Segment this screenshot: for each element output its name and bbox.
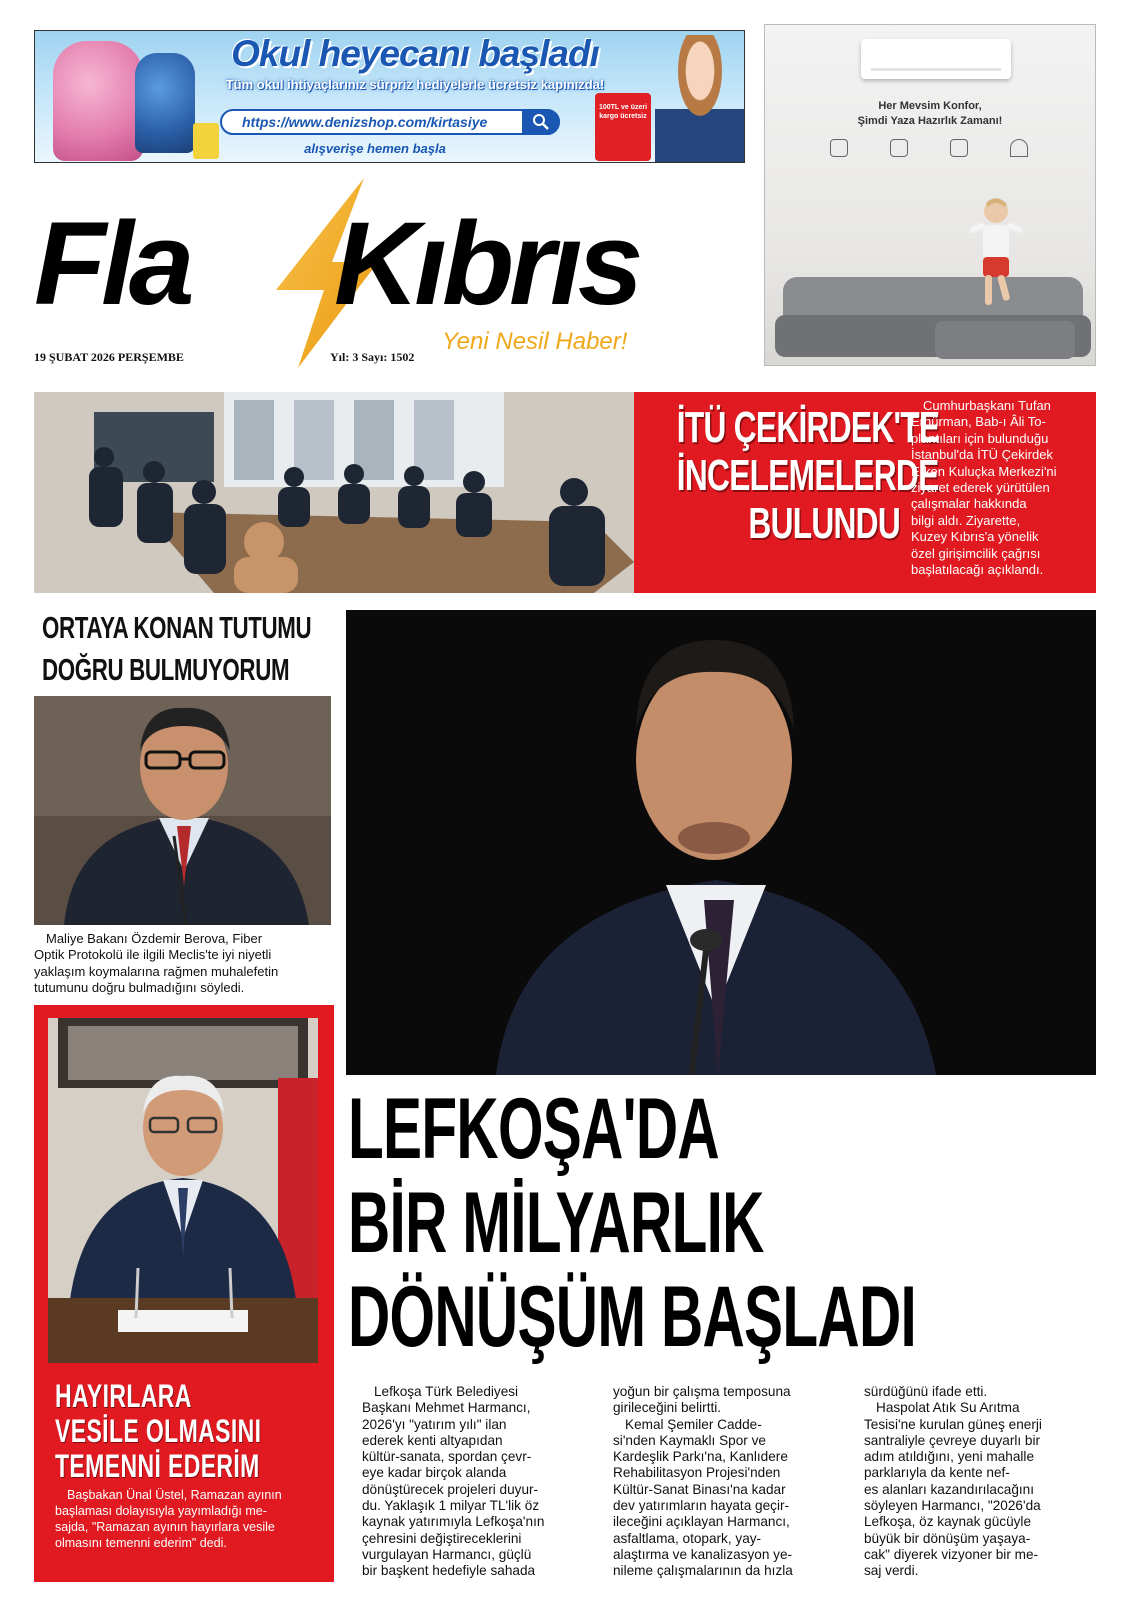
ad-slogan-line2: Şimdi Yaza Hazırlık Zamanı! xyxy=(857,115,1003,127)
issue-date: 19 ŞUBAT 2026 PERŞEMBE xyxy=(34,350,184,364)
sofa-chaise-image xyxy=(935,321,1075,359)
article-column-1 xyxy=(362,1384,598,1580)
text-line: plantıları için bulunduğu xyxy=(911,430,1049,446)
text-line: çalışmalar hakkında xyxy=(911,496,1027,512)
headline-line: DOĞRU BULMUYORUM xyxy=(42,652,290,687)
text-line: asfaltlama, otopark, yay- xyxy=(613,1530,762,1546)
text-line: Kardeşlik Parkı'na, Kanlıdere xyxy=(613,1449,788,1465)
text-line: parklarıyla da kente nef- xyxy=(864,1465,1010,1481)
text-line: Başbakan Ünal Üstel, Ramazan ayının xyxy=(67,1488,282,1502)
text-line: si'nden Kaymaklı Spor ve xyxy=(613,1432,766,1448)
ad-headline: Okul heyecanı başladı xyxy=(231,33,599,74)
feature-icon xyxy=(869,139,929,157)
itu-headline[interactable] xyxy=(590,403,940,548)
text-line: Rehabilitasyon Projesi'nden xyxy=(613,1465,781,1481)
headline-line: TEMENNİ EDERİM xyxy=(55,1448,260,1484)
text-line: söyleyen Harmancı, "2026'da xyxy=(864,1498,1041,1514)
text-line: büyük bir dönüşüm yaşaya- xyxy=(864,1530,1031,1546)
backpack-image xyxy=(53,41,143,161)
search-icon xyxy=(532,113,550,131)
text-line: adım atıldığını, yeni mahalle xyxy=(864,1449,1035,1465)
text-line: Lefkoşa, öz kaynak gücüyle xyxy=(864,1514,1032,1530)
text-line: Kuzey Kıbrıs'a yönelik xyxy=(911,529,1039,545)
text-line: sürdüğünü ifade etti. xyxy=(864,1384,988,1399)
schoolgirl-image xyxy=(655,35,745,163)
text-line: Maliye Bakanı Özdemir Berova, Fiber xyxy=(46,931,263,946)
ustel-summary xyxy=(55,1487,325,1551)
text-line: Başkanı Mehmet Harmancı, xyxy=(362,1400,531,1416)
berova-headline[interactable] xyxy=(42,607,342,691)
ustel-portrait-photo[interactable] xyxy=(48,1018,318,1363)
main-headline[interactable] xyxy=(348,1082,1108,1364)
text-line: cak" diyerek vizyoner bir me- xyxy=(864,1546,1039,1562)
text-line: Optik Protokolü ile ilgili Meclis'te iyi niyetli xyxy=(34,947,272,963)
school-supplies-ad[interactable] xyxy=(34,30,745,163)
text-line: bilgi aldı. Ziyarette, xyxy=(911,512,1021,528)
text-line: vurgulayan Harmancı, güçlü xyxy=(362,1546,532,1562)
pencil-cup-image xyxy=(193,123,219,159)
text-line: Erhürman, Bab-ı Âli To- xyxy=(911,414,1046,430)
text-line: Haspolat Atık Su Arıtma xyxy=(876,1400,1020,1416)
text-line: tutumunu doğru bulmadığını söyledi. xyxy=(34,980,245,996)
text-line: Erken Kuluçka Merkezi'ni xyxy=(911,463,1057,479)
ad-slogan xyxy=(765,99,1095,129)
ad-cta[interactable]: alışverişe hemen başla xyxy=(304,141,446,156)
text-line: es alanları kazandırılacağını xyxy=(864,1481,1035,1497)
ad-url-box[interactable] xyxy=(220,109,560,135)
text-line: dönüştürecek projeleri duyur- xyxy=(362,1481,539,1497)
itu-headline-line: BULUNDU xyxy=(748,499,900,548)
text-line: Cumhurbaşkanı Tufan xyxy=(923,398,1051,413)
berova-caption xyxy=(34,931,334,997)
text-line: bir başkent hedefiyle sahada xyxy=(362,1563,536,1579)
itu-headline-line: İNCELEMELERDE xyxy=(676,451,939,500)
text-line: ileceğini açıklayan Harmancı, xyxy=(613,1514,790,1530)
berova-portrait-photo[interactable] xyxy=(34,696,331,925)
text-line: ederek kenti altyapıdan xyxy=(362,1432,503,1448)
issue-number: Yıl: 3 Sayı: 1502 xyxy=(330,350,415,364)
text-line: nileme çalışmalarının da hızla xyxy=(613,1563,793,1579)
air-conditioner-ad[interactable] xyxy=(764,24,1096,366)
masthead-logo[interactable] xyxy=(34,178,745,358)
feature-icon xyxy=(929,139,989,157)
text-line: kültür-sanata, spordan çevr- xyxy=(362,1449,532,1465)
text-line: olmasını temenni ederim" dedi. xyxy=(55,1536,227,1550)
text-line: ziyaret ederek yürütülen xyxy=(911,480,1050,496)
logo-text-right: Kıbrıs xyxy=(334,198,639,330)
text-line: du. Yaklaşık 1 milyar TL'lik öz xyxy=(362,1498,540,1514)
ad-subline: Tüm okul ihtiyaçlarınız sürpriz hediyelerle ücretsiz kapınızda! xyxy=(225,77,605,92)
text-line: çehresini değiştireceklerini xyxy=(362,1530,522,1546)
text-line: İstanbul'da İTÜ Çekirdek xyxy=(911,447,1053,463)
meeting-photo[interactable] xyxy=(34,392,634,593)
text-line: girileceğini belirtti. xyxy=(613,1400,722,1416)
article-column-2 xyxy=(613,1384,849,1580)
itu-headline-line: İTÜ ÇEKİRDEK'TE xyxy=(676,403,940,452)
headline-line: BİR MİLYARLIK xyxy=(348,1175,764,1271)
ad-url: https://www.denizshop.com/kirtasiye xyxy=(242,114,488,130)
text-line: Kemal Şemiler Cadde- xyxy=(625,1416,762,1432)
free-shipping-badge: 100TL ve üzeri kargo ücretsiz xyxy=(595,93,651,161)
text-line: kaynak yatırımıyla Lefkoşa'nın xyxy=(362,1514,545,1530)
text-line: dev yatırımların hayata geçir- xyxy=(613,1498,790,1514)
itu-summary xyxy=(911,398,1091,578)
headline-line: HAYIRLARA xyxy=(55,1378,192,1414)
harmanci-portrait-photo[interactable] xyxy=(346,610,1096,1075)
text-line: yoğun bir çalışma temposuna xyxy=(613,1384,791,1399)
headline-line: ORTAYA KONAN TUTUMU xyxy=(42,610,312,645)
text-line: başlaması dolayısıyla yayımladığı me- xyxy=(55,1504,267,1518)
text-line: sajda, "Ramazan ayının hayırlara vesile xyxy=(55,1520,275,1534)
ustel-headline[interactable] xyxy=(55,1379,355,1484)
text-line: özel girişimcilik çağrısı xyxy=(911,545,1041,561)
logo-text-left: Fla xyxy=(34,198,190,330)
wifi-icon xyxy=(989,139,1049,157)
text-line: 2026'yı "yatırım yılı" ilan xyxy=(362,1416,507,1432)
text-line: yaklaşım koymalarına rağmen muhalefetin xyxy=(34,963,279,979)
text-line: Kültür-Sanat Binası'na kadar xyxy=(613,1481,786,1497)
text-line: saj verdi. xyxy=(864,1563,919,1579)
air-conditioner-image xyxy=(861,39,1011,79)
text-line: alaştırma ve kanalizasyon ye- xyxy=(613,1546,793,1562)
text-line: santraliyle çevreye duyarlı bir xyxy=(864,1432,1041,1448)
masthead-slogan: Yeni Nesil Haber! xyxy=(442,328,628,355)
feature-icon xyxy=(809,139,869,157)
headline-line: LEFKOŞA'DA xyxy=(348,1081,719,1177)
text-line: Tesisi'ne kurulan güneş enerji xyxy=(864,1416,1042,1432)
text-line: eye kadar birçok alanda xyxy=(362,1465,507,1481)
jumping-child-image xyxy=(961,195,1031,315)
headline-line: DÖNÜŞÜM BAŞLADI xyxy=(348,1269,917,1365)
text-line: başlatılacağı açıklandı. xyxy=(911,562,1044,578)
article-column-3 xyxy=(864,1384,1100,1580)
text-line: Lefkoşa Türk Belediyesi xyxy=(374,1384,519,1399)
search-button[interactable] xyxy=(522,109,560,135)
ad-slogan-line1: Her Mevsim Konfor, xyxy=(878,100,982,112)
headline-line: VESİLE OLMASINI xyxy=(55,1413,262,1449)
